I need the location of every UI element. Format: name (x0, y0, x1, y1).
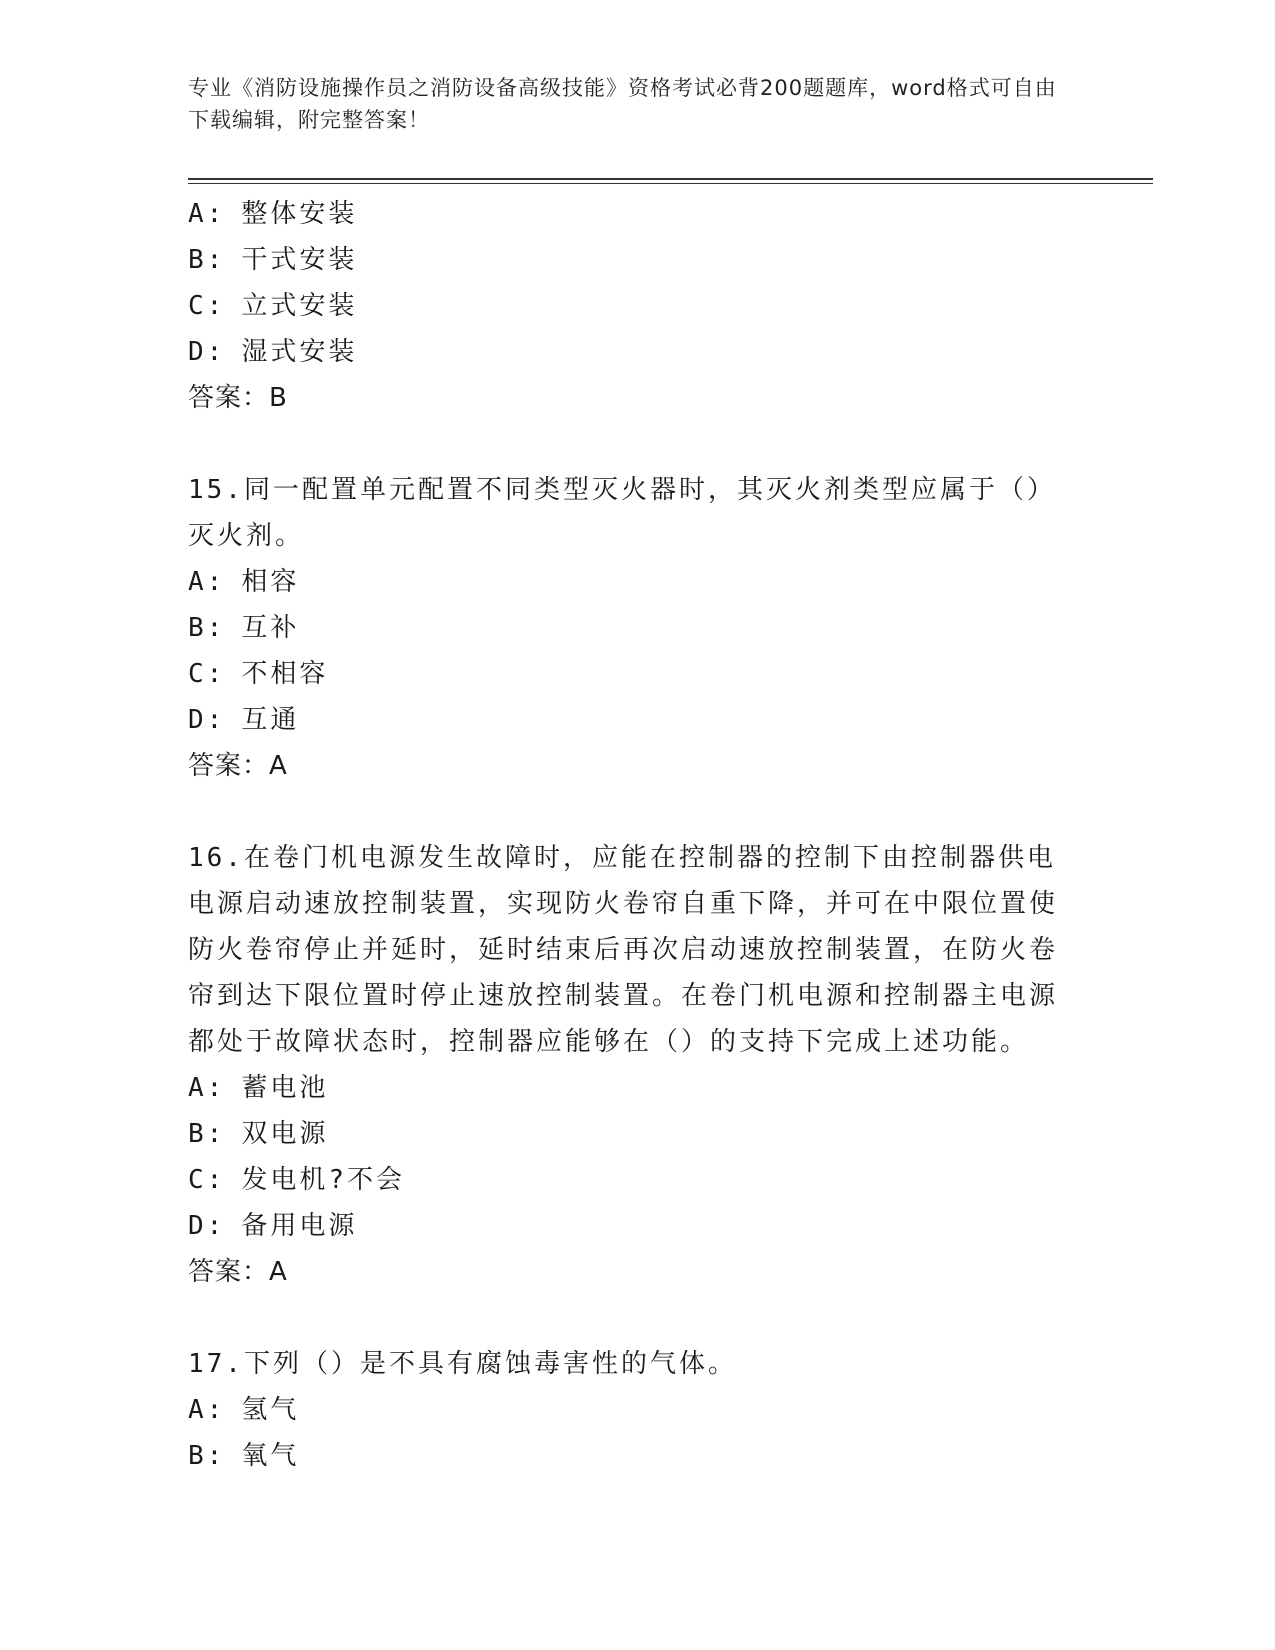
option-a (188, 1387, 1068, 1433)
header-rule-thin (188, 183, 1153, 184)
question-14 (188, 191, 1068, 421)
option-d (188, 697, 1068, 743)
option-letter: B: (188, 245, 226, 275)
option-text: 不相容 (241, 659, 329, 689)
option-b (188, 1111, 1068, 1157)
answer-line: 答案：B (188, 383, 288, 413)
option-b (188, 237, 1068, 283)
question-list (188, 191, 1068, 1479)
option-text: 发电机?不会 (241, 1165, 405, 1195)
option-b (188, 1433, 1068, 1479)
option-d (188, 329, 1068, 375)
option-letter: B: (188, 1441, 226, 1471)
option-letter: A: (188, 199, 226, 229)
option-d (188, 1203, 1068, 1249)
option-text: 蓄电池 (241, 1073, 329, 1103)
option-letter: A: (188, 1073, 226, 1103)
option-text: 相容 (241, 567, 300, 597)
option-a (188, 1065, 1068, 1111)
option-text: 双电源 (241, 1119, 329, 1149)
option-text: 干式安装 (241, 245, 358, 275)
option-letter: A: (188, 567, 226, 597)
option-letter: C: (188, 1165, 226, 1195)
header-rule-thick (188, 178, 1153, 180)
option-b (188, 605, 1068, 651)
question-17 (188, 1341, 1068, 1479)
option-letter: D: (188, 1211, 226, 1241)
option-text: 备用电源 (241, 1211, 358, 1241)
question-text: 16.在卷门机电源发生故障时，应能在控制器的控制下由控制器供电电源启动速放控制装置，实现防火卷帘自重下降，并可在中限位置使防火卷帘停止并延时，延时结束后再次启动速放控制装置，在防火卷帘到达下限位置时停止速放控制装置。在卷门机电源和控制器主电源都处于故障状态时，控制器应能够在（）的支持下完成上述功能。 (188, 843, 1059, 1057)
option-text: 氧气 (241, 1441, 300, 1471)
spacer (188, 789, 1068, 835)
question-15 (188, 467, 1068, 789)
option-letter: B: (188, 1119, 226, 1149)
option-a (188, 191, 1068, 237)
option-text: 湿式安装 (241, 337, 358, 367)
spacer (188, 421, 1068, 467)
option-letter: C: (188, 659, 226, 689)
option-letter: D: (188, 337, 226, 367)
spacer (188, 1295, 1068, 1341)
answer-line: 答案：A (188, 1257, 288, 1287)
option-text: 互补 (241, 613, 300, 643)
option-text: 立式安装 (241, 291, 358, 321)
option-letter: A: (188, 1395, 226, 1425)
option-text: 互通 (241, 705, 300, 735)
option-letter: B: (188, 613, 226, 643)
option-c (188, 1157, 1068, 1203)
question-16 (188, 835, 1068, 1295)
document-header: 专业《消防设施操作员之消防设备高级技能》资格考试必背200题题库，word格式可自由下载编辑，附完整答案！ (188, 76, 1057, 132)
answer-line: 答案：A (188, 751, 288, 781)
option-text: 氢气 (241, 1395, 300, 1425)
option-c (188, 283, 1068, 329)
option-letter: D: (188, 705, 226, 735)
question-text: 17.下列（）是不具有腐蚀毒害性的气体。 (188, 1349, 737, 1379)
option-text: 整体安装 (241, 199, 358, 229)
question-text: 15.同一配置单元配置不同类型灭火器时，其灭火剂类型应属于（）灭火剂。 (188, 475, 1056, 551)
option-letter: C: (188, 291, 226, 321)
option-a (188, 559, 1068, 605)
option-c (188, 651, 1068, 697)
